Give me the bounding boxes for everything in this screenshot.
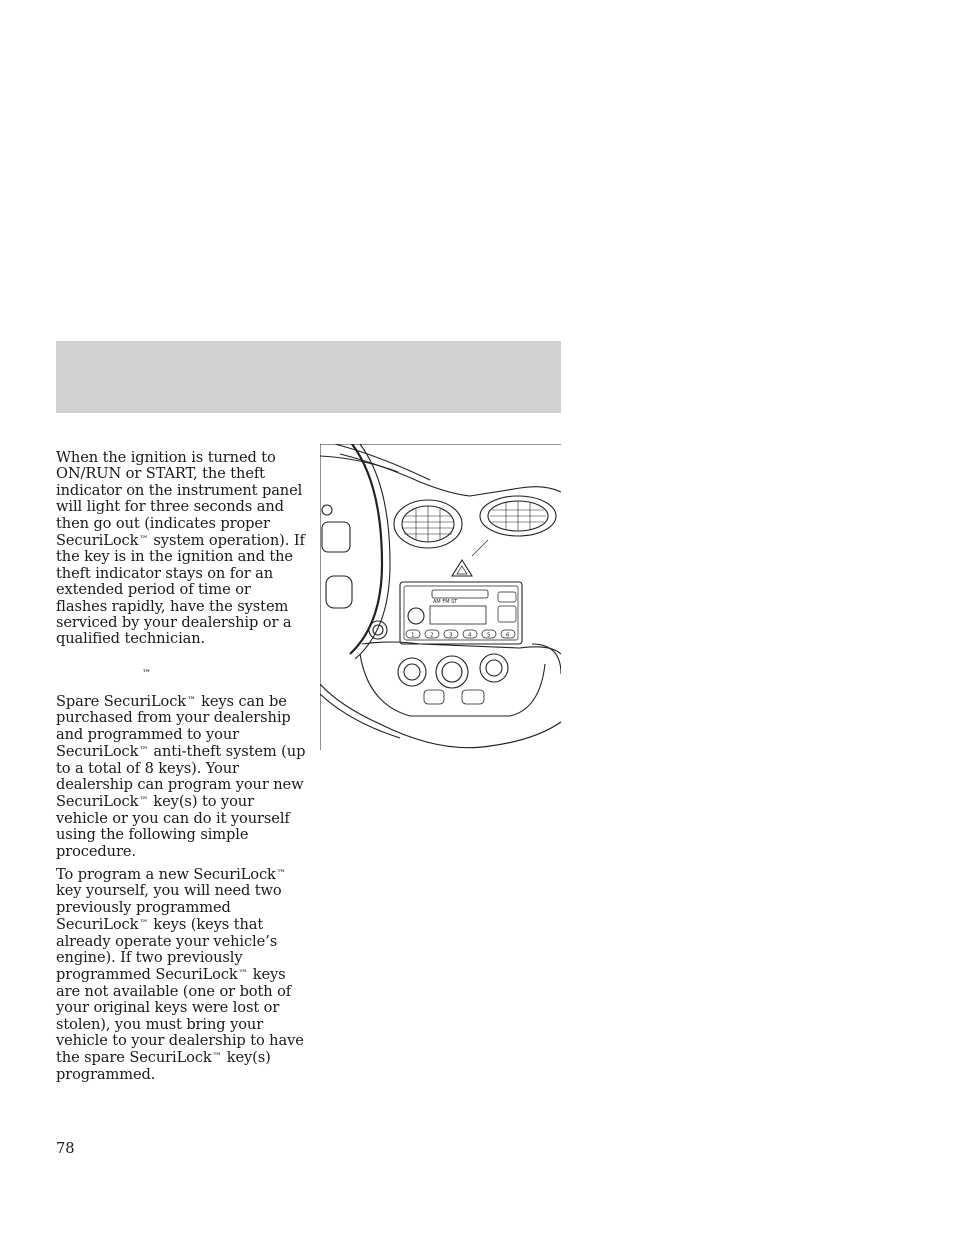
radio-preset-label: 6 <box>506 632 510 639</box>
radio-preset-label: 5 <box>487 632 491 639</box>
radio-unit <box>400 582 522 644</box>
cluster-knob <box>322 505 332 515</box>
windshield-edge <box>335 444 430 480</box>
trademark-symbol: ™ <box>139 746 148 757</box>
paragraph-spare-keys <box>56 693 306 860</box>
trademark-symbol: ™ <box>139 796 148 807</box>
dashboard-illustration <box>320 444 561 750</box>
radio-preset-buttons <box>406 630 515 639</box>
radio-display <box>430 606 486 624</box>
trademark-symbol: ™ <box>238 969 248 980</box>
recirc-button <box>424 690 444 704</box>
climate-panel <box>360 654 545 716</box>
radio-preset-label: 1 <box>411 632 415 639</box>
text-run: To program a new SecuriLock <box>56 865 276 883</box>
text-run: system operation). If the key is in the ignition and the theft indicator stays on for an extended period of time or flashes rapidly, have the system serviced by your dealership or a qualified technician. <box>56 532 305 648</box>
text-run: key yourself, you will need two previously programmed SecuriLock <box>56 882 282 934</box>
text-run: keys can be purchased from your dealership and programmed to your SecuriLock <box>56 692 291 761</box>
air-distribution-knob <box>436 656 468 688</box>
cassette-slot <box>432 590 488 598</box>
body-text-column <box>56 450 306 1089</box>
trademark-symbol: ™ <box>187 695 196 706</box>
paragraph-program-keys <box>56 866 306 1083</box>
paragraph-theft-indicator <box>56 450 306 648</box>
text-run: Spare SecuriLock <box>56 692 187 710</box>
hazard-button-icon <box>452 560 472 576</box>
wiper-stalk <box>322 522 350 552</box>
ac-button <box>462 690 484 704</box>
radio-label: AM FM ST <box>433 599 458 605</box>
ignition-switch <box>369 621 387 639</box>
text-run: key(s) to your vehicle or you can do it yourself using the following simple procedure. <box>56 793 290 860</box>
page-number: 78 <box>56 1140 75 1157</box>
text-run: When the ignition is turned to ON/RUN or START, the theft indicator on the instrument panel will light for three seconds and then go out (indicates proper SecuriLock <box>56 449 303 550</box>
turn-signal-stalk <box>326 576 352 608</box>
fan-speed-knob <box>398 658 426 686</box>
section-header-band <box>56 341 561 413</box>
text-run: keys are not available (one or both of your original keys were lost or stolen), you must bring your vehicle to your dealership to have the spare SecuriLock <box>56 966 304 1067</box>
steering-wheel-rim-inner <box>355 444 390 659</box>
trademark-symbol: ™ <box>139 919 148 930</box>
trademark-symbol: ™ <box>139 535 148 546</box>
text-run: keys (keys that already operate your vehicle’s engine). If two previously programmed SecuriLock <box>56 916 278 984</box>
text-run: anti-theft system (up to a total of 8 keys). Your dealership can program your new SecuriLock <box>56 743 306 811</box>
temperature-knob <box>480 654 508 682</box>
radio-preset-label: 2 <box>430 632 434 639</box>
trademark-symbol: ™ <box>212 1052 222 1063</box>
volume-knob <box>408 608 424 624</box>
text-run: key(s) programmed. <box>56 1049 271 1083</box>
radio-preset-label: 3 <box>449 632 453 639</box>
trademark-symbol: ™ <box>276 868 286 879</box>
trademark-symbol: ™ <box>142 668 151 679</box>
section-heading <box>56 666 306 693</box>
radio-preset-label: 4 <box>468 632 472 639</box>
